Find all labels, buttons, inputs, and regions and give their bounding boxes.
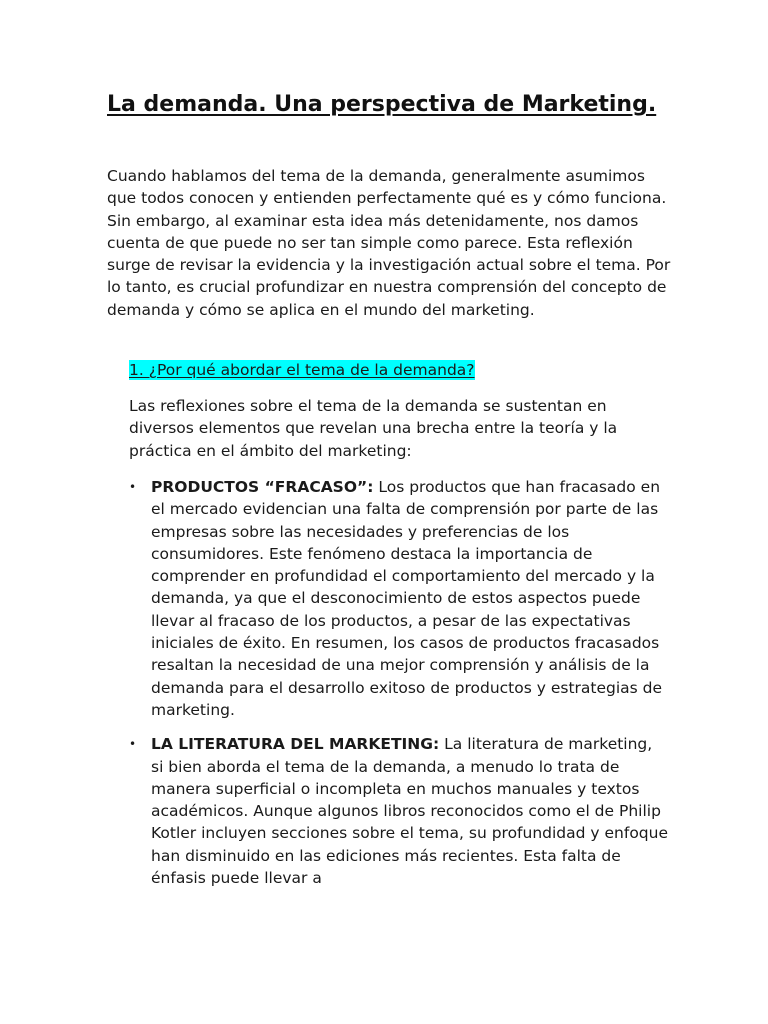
bullet-lead: LA LITERATURA DEL MARKETING: — [151, 735, 440, 754]
bullet-icon: • — [129, 737, 137, 752]
bullet-icon: • — [129, 480, 137, 494]
section-intro-paragraph: Las reflexiones sobre el tema de la demanda se sustentan en diversos elementos que revelan una brecha entre la teoría y la práctica en el ámbito del marketing: — [129, 397, 618, 460]
bullet-lead: PRODUCTOS “FRACASO”: — [151, 478, 374, 496]
list-item — [129, 476, 669, 721]
document-title: La demanda. Una perspectiva de Marketing. — [107, 92, 657, 117]
bullet-text: Los productos que han fracasado en el mercado evidencian una falta de comprensión por parte de las empresas sobre las necesidades y preferencias de los consumidores. Este fenómeno destaca la importancia de comprender en profundidad el comportamiento del mercado y la demanda, ya que el desconocimiento de estos aspectos puede llevar al fracaso de los productos, a pesar de las expectativas iniciales de éxito. En resumen, los casos de productos fracasados resaltan la necesidad de una mejor comprensión y análisis de la demanda para el desarrollo exitoso de productos y estrategias de marketing. — [151, 478, 663, 719]
list-item — [129, 733, 669, 889]
intro-paragraph: Cuando hablamos del tema de la demanda, generalmente asumimos que todos conocen y entienden perfectamente qué es y cómo funciona. Sin embargo, al examinar esta idea más detenidamente, nos damos cuenta de que puede no ser tan simple como parece. Esta reflexión surge de revisar la evidencia y la investigación actual sobre el tema. Por lo tanto, es crucial profundizar en nuestra comprensión del concepto de demanda y cómo se aplica en el mundo del marketing. — [107, 167, 671, 319]
bullet-text: La literatura de marketing, si bien aborda el tema de la demanda, a menudo lo trata de manera superficial o incompleta en muchos manuales y textos académicos. Aunque algunos libros reconocidos como el de Philip Kotler incluyen secciones sobre el tema, su profundidad y enfoque han disminuido en las ediciones más recientes. Esta falta de énfasis puede llevar a — [151, 735, 669, 888]
section-heading-highlight: 1. ¿Por qué abordar el tema de la demanda? — [129, 361, 475, 379]
section-heading — [129, 359, 475, 381]
bullet-list — [129, 476, 669, 889]
